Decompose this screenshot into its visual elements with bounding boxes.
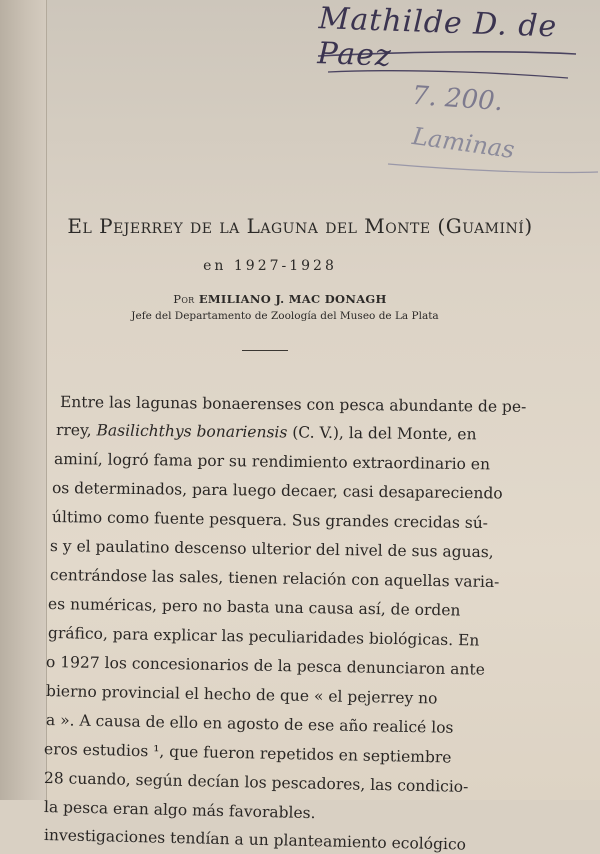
signature-note: Laminas xyxy=(410,121,517,165)
body-line: la pesca eran algo más favorables. xyxy=(43,798,316,823)
signature-number: 7. 200. xyxy=(411,80,504,118)
body-line: bierno provincial el hecho de que « el pejerrey no xyxy=(45,682,438,708)
body-line: Entre las lagunas bonaerenses con pesca abundante de pe- xyxy=(59,393,527,416)
body-line: s y el paulatino descenso ulterior del nivel de sus aguas, xyxy=(49,537,494,562)
body-line: o 1927 los concesionarios de la pesca denunciaron ante xyxy=(45,653,486,679)
signature-name: Mathilde D. de Paez xyxy=(316,1,558,74)
body-line: rrey, Basilichthys bonariensis (C. V.), la del Monte, en xyxy=(55,421,477,444)
article-subtitle: en 1927-1928 xyxy=(203,258,337,274)
page-fold-shadow xyxy=(0,0,47,800)
body-line: gráfico, para explicar las peculiaridades biológicas. En xyxy=(47,624,480,650)
body-line: investigaciones tendían a un planteamiento ecológico xyxy=(43,826,467,854)
byline-prefix: Por xyxy=(173,292,195,306)
body-line: os determinados, para luego decaer, casi desapareciendo xyxy=(51,479,503,503)
body-line: 28 cuando, según decían los pescadores, las condicio- xyxy=(43,769,469,796)
author-name: EMILIANO J. MAC DONAGH xyxy=(198,292,387,306)
body-line: a ». A causa de ello en agosto de ese año realicé los xyxy=(45,711,454,737)
body-line: último como fuente pesquera. Sus grandes crecidas sú- xyxy=(51,508,489,533)
body-line: aminí, logró fama por su rendimiento extraordinario en xyxy=(53,450,491,474)
section-divider xyxy=(242,350,288,351)
body-line: es numéricas, pero no basta una causa así, de orden xyxy=(47,595,461,620)
author-affiliation: Jefe del Departamento de Zoología del Museo de La Plata xyxy=(131,310,439,322)
article-byline xyxy=(110,292,450,306)
article-title: El Pejerrey de la Laguna del Monte (Guaminí) xyxy=(67,214,533,238)
body-line: centrándose las sales, tienen relación con aquellas varia- xyxy=(49,566,500,592)
handwritten-signature xyxy=(316,1,598,189)
body-line: eros estudios ¹, que fueron repetidos en septiembre xyxy=(43,740,452,767)
species-name: Basilichthys bonariensis xyxy=(96,421,288,442)
